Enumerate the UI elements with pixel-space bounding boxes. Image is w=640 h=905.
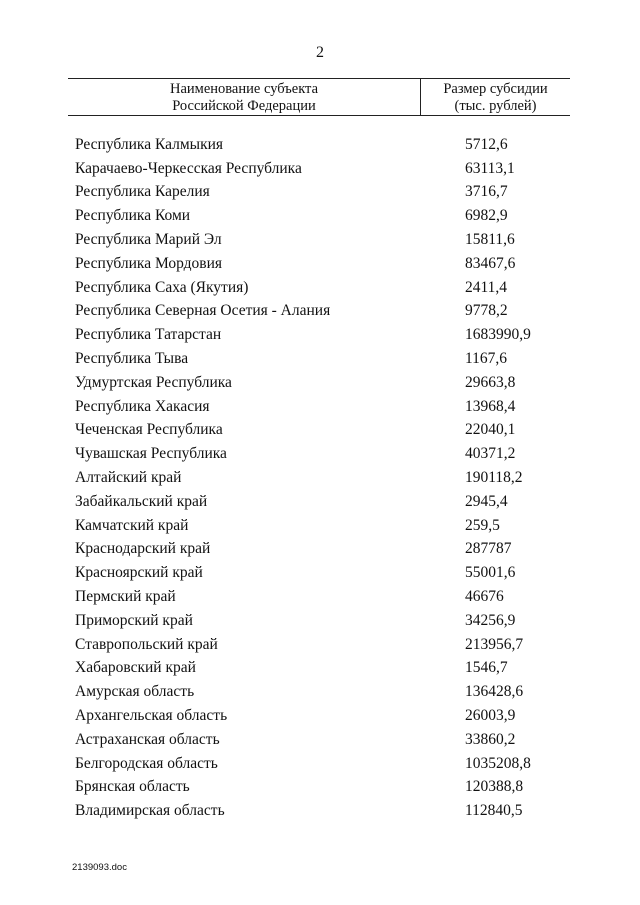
header-region-line2: Российской Федерации [172, 98, 316, 114]
table-header-rule [68, 115, 570, 116]
region-name: Камчатский край [75, 516, 189, 534]
table-row [68, 799, 570, 823]
table-row [68, 228, 570, 252]
region-name: Республика Северная Осетия - Алания [75, 302, 331, 320]
table-row [68, 633, 570, 657]
region-name: Забайкальский край [75, 492, 208, 510]
region-name: Хабаровский край [75, 659, 196, 677]
table-row [68, 561, 570, 585]
subsidy-value: 287787 [465, 540, 512, 558]
table-row [68, 728, 570, 752]
table-row [68, 776, 570, 800]
subsidy-value: 3716,7 [465, 183, 508, 201]
table-row [68, 181, 570, 205]
subsidy-value: 1035208,8 [465, 754, 531, 772]
table-row [68, 347, 570, 371]
header-amount-line2: (тыс. рублей) [454, 98, 537, 114]
table-body [68, 133, 570, 823]
table-row [68, 585, 570, 609]
subsidy-value: 40371,2 [465, 445, 516, 463]
region-name: Архангельская область [75, 707, 228, 725]
region-name: Владимирская область [75, 802, 225, 820]
subsidy-value: 46676 [465, 588, 504, 606]
region-name: Республика Мордовия [75, 254, 223, 272]
table-row [68, 133, 570, 157]
subsidy-value: 259,5 [465, 516, 500, 534]
document-filename: 2139093.doc [72, 862, 127, 873]
table-row [68, 704, 570, 728]
region-name: Карачаево-Черкесская Республика [75, 159, 302, 177]
subsidy-table [68, 78, 570, 823]
subsidy-value: 22040,1 [465, 421, 516, 439]
region-name: Чеченская Республика [75, 421, 223, 439]
table-row [68, 323, 570, 347]
subsidy-value: 83467,6 [465, 254, 516, 272]
subsidy-value: 136428,6 [465, 683, 524, 701]
table-row [68, 490, 570, 514]
subsidy-value: 26003,9 [465, 707, 516, 725]
subsidy-value: 15811,6 [465, 231, 515, 249]
subsidy-value: 63113,1 [465, 159, 515, 177]
subsidy-value: 2411,4 [465, 278, 508, 296]
subsidy-value: 29663,8 [465, 373, 516, 391]
header-region-line1: Наименование субъекта [169, 81, 319, 97]
region-name: Республика Тыва [75, 350, 189, 368]
region-name: Удмуртская Республика [75, 373, 232, 391]
subsidy-value: 6982,9 [465, 207, 508, 225]
table-row [68, 514, 570, 538]
header-region-name [68, 79, 420, 115]
subsidy-value: 34256,9 [465, 611, 516, 629]
subsidy-value: 33860,2 [465, 730, 516, 748]
table-row [68, 204, 570, 228]
region-name: Республика Марий Эл [75, 231, 222, 249]
region-name: Алтайский край [75, 469, 182, 487]
region-name: Пермский край [75, 588, 176, 606]
subsidy-value: 9778,2 [465, 302, 508, 320]
region-name: Республика Карелия [75, 183, 210, 201]
table-row [68, 276, 570, 300]
region-name: Республика Хакасия [75, 397, 210, 415]
region-name: Красноярский край [75, 564, 203, 582]
region-name: Краснодарский край [75, 540, 211, 558]
table-row [68, 466, 570, 490]
region-name: Республика Калмыкия [75, 135, 224, 153]
table-row [68, 157, 570, 181]
table-row [68, 252, 570, 276]
region-name: Республика Саха (Якутия) [75, 278, 249, 296]
subsidy-value: 1683990,9 [465, 326, 531, 344]
subsidy-value: 5712,6 [465, 135, 508, 153]
table-header [68, 79, 570, 115]
subsidy-value: 190118,2 [465, 469, 523, 487]
table-row [68, 300, 570, 324]
table-row [68, 371, 570, 395]
subsidy-value: 13968,4 [465, 397, 516, 415]
table-row [68, 395, 570, 419]
region-name: Ставропольский край [75, 635, 218, 653]
subsidy-value: 1546,7 [465, 659, 508, 677]
subsidy-value: 213956,7 [465, 635, 524, 653]
table-row [68, 419, 570, 443]
header-amount-line1: Размер субсидии [443, 81, 548, 97]
table-row [68, 538, 570, 562]
region-name: Республика Татарстан [75, 326, 222, 344]
table-row [68, 442, 570, 466]
region-name: Чувашская Республика [75, 445, 227, 463]
table-row [68, 752, 570, 776]
table-row [68, 680, 570, 704]
page-number: 2 [316, 44, 324, 61]
region-name: Белгородская область [75, 754, 218, 772]
subsidy-value: 120388,8 [465, 778, 524, 796]
subsidy-value: 2945,4 [465, 492, 508, 510]
table-row [68, 657, 570, 681]
subsidy-value: 1167,6 [465, 350, 508, 368]
region-name: Приморский край [75, 611, 193, 629]
subsidy-value: 55001,6 [465, 564, 516, 582]
region-name: Амурская область [75, 683, 195, 701]
region-name: Республика Коми [75, 207, 191, 225]
region-name: Брянская область [75, 778, 190, 796]
subsidy-value: 112840,5 [465, 802, 523, 820]
header-subsidy-amount [421, 79, 570, 115]
region-name: Астраханская область [75, 730, 220, 748]
table-row [68, 609, 570, 633]
